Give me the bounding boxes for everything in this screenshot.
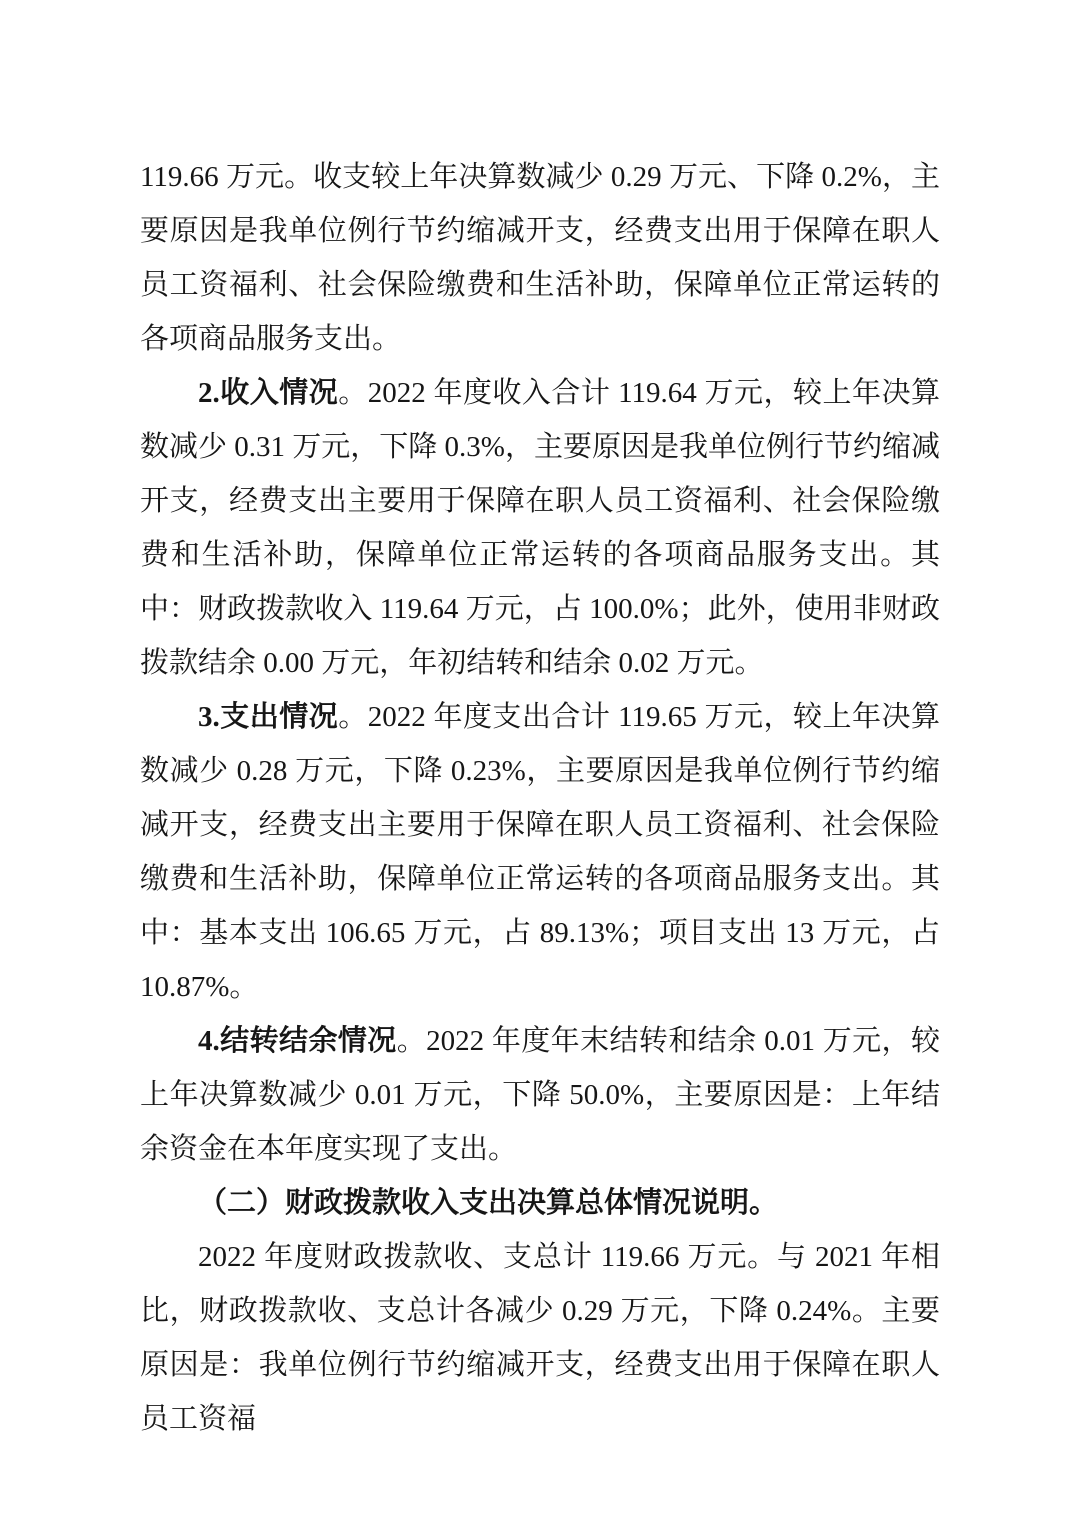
- document-body: [140, 150, 940, 1446]
- text-run: 。2022 年度年末结转和结余 0.01 万元，较上年决算数减少 0.01 万元，下降 50.0%，主要原因是：上年结余资金在本年度实现了支出。: [140, 1025, 940, 1165]
- paragraph-fiscal-appropriation-overview: [140, 1230, 940, 1446]
- paragraph-expenditure-situation: [140, 690, 940, 1014]
- bold-text-run: 2.收入情况: [198, 377, 339, 409]
- paragraph-carryover-balance-situation: [140, 1014, 940, 1176]
- section-heading-fiscal-appropriation: [140, 1176, 940, 1230]
- bold-text-run: 3.支出情况: [198, 701, 339, 733]
- paragraph-income-situation: [140, 366, 940, 690]
- bold-text-run: 4.结转结余情况: [198, 1025, 397, 1057]
- text-run: 2022 年度财政拨款收、支总计 119.66 万元。与 2021 年相比，财政拨款收、支总计各减少 0.29 万元，下降 0.24%。主要原因是：我单位例行节约缩减开支，经费支出用于保障在职人员工资福: [140, 1241, 940, 1435]
- bold-text-run: （二）财政拨款收入支出决算总体情况说明。: [198, 1187, 779, 1219]
- paragraph-total-overview-continued: [140, 150, 940, 366]
- text-run: 。2022 年度收入合计 119.64 万元，较上年决算数减少 0.31 万元，下降 0.3%，主要原因是我单位例行节约缩减开支，经费支出主要用于保障在职人员工资福利、社会保险缴费和生活补助，保障单位正常运转的各项商品服务支出。其中：财政拨款收入 119.64 万元，占 100.0%；此外，使用非财政拨款结余 0.00 万元，年初结转和结余 0.02 万元。: [140, 377, 940, 679]
- text-run: 119.66 万元。收支较上年决算数减少 0.29 万元、下降 0.2%，主要原因是我单位例行节约缩减开支，经费支出用于保障在职人员工资福利、社会保险缴费和生活补助，保障单位正常运转的各项商品服务支出。: [140, 161, 940, 355]
- text-run: 。2022 年度支出合计 119.65 万元，较上年决算数减少 0.28 万元，下降 0.23%，主要原因是我单位例行节约缩减开支，经费支出主要用于保障在职人员工资福利、社会保险缴费和生活补助，保障单位正常运转的各项商品服务支出。其中：基本支出 106.65 万元，占 89.13%；项目支出 13 万元，占 10.87%。: [140, 701, 940, 1003]
